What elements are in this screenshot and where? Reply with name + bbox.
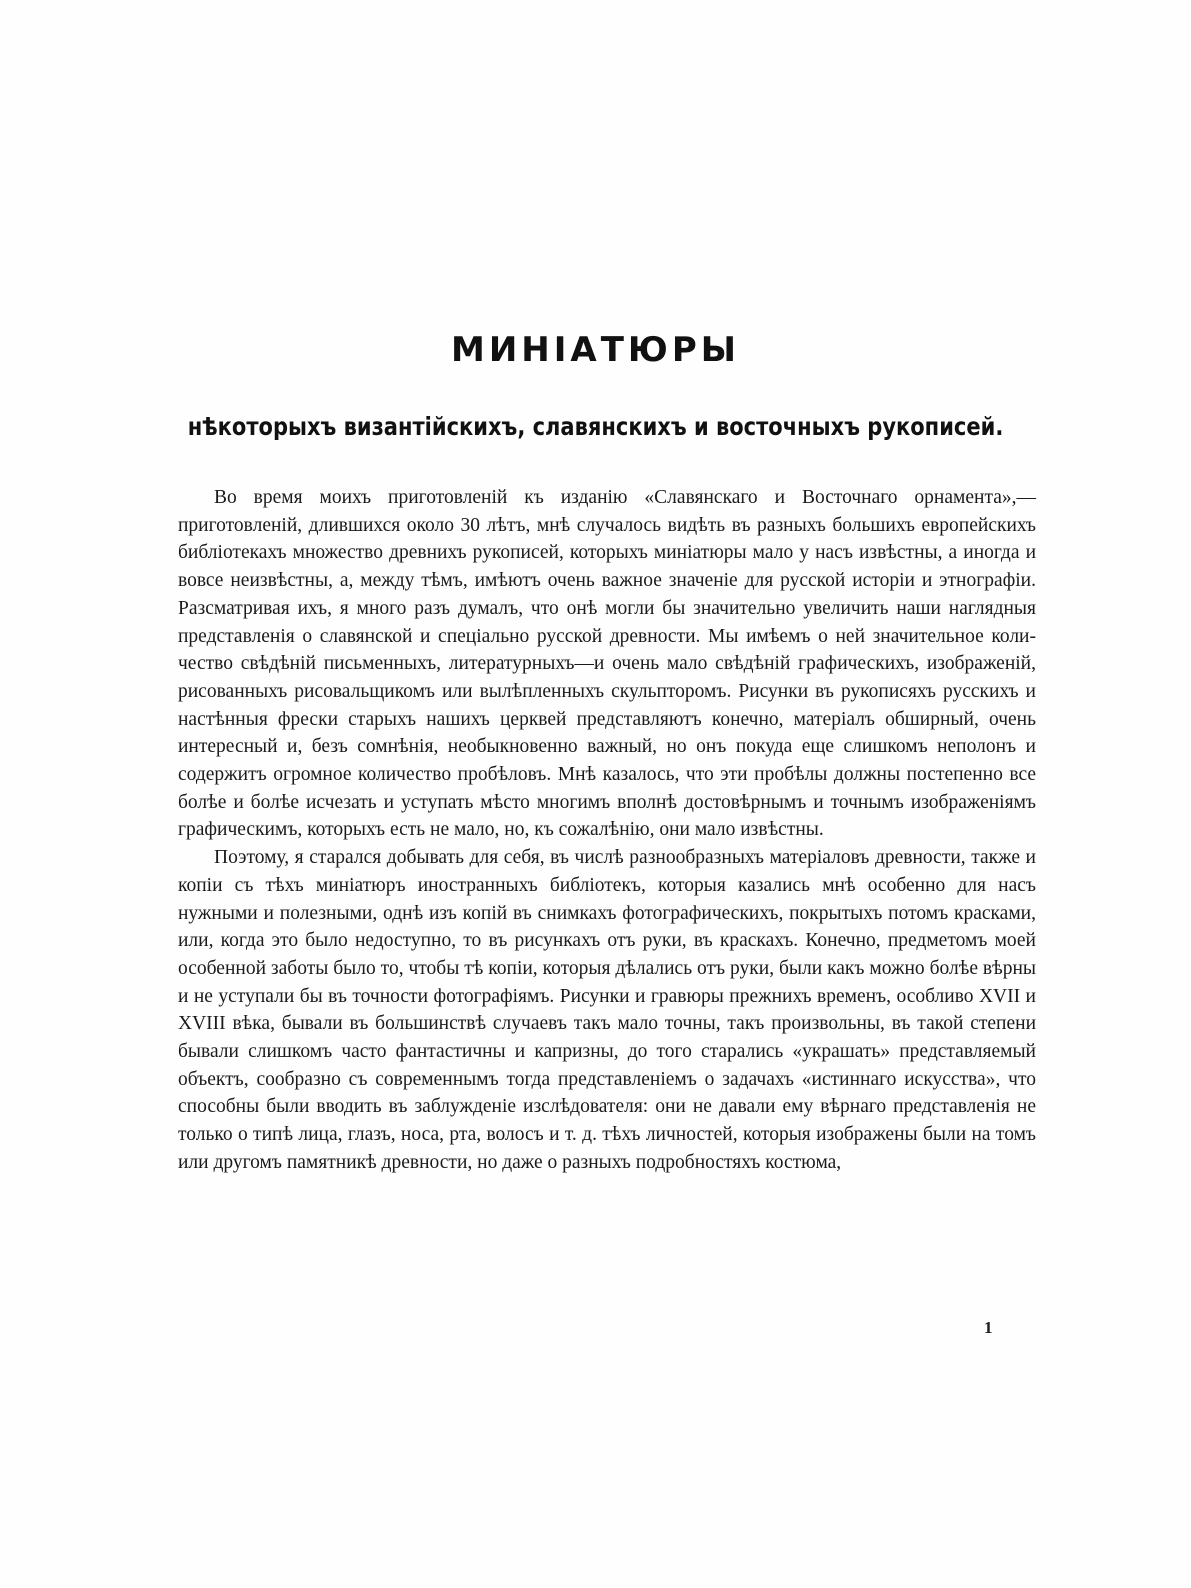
page-number: 1: [984, 1318, 993, 1337]
page-title: МИНІАТЮРЫ: [451, 330, 740, 370]
body-text: [178, 484, 1036, 1177]
page-subtitle: нѣкоторыхъ византійскихъ, славянскихъ и восточныхъ рукописей.: [187, 412, 1004, 441]
paragraph-2: Поэтому, я старался добывать для себя, въ числѣ разнообразныхъ матеріаловъ древности, также и копіи съ тѣхъ миніатюръ иностранныхъ библіотекъ, которыя казались мнѣ особенно для насъ нужными и полезными, однѣ изъ копій въ снимкахъ фотографическихъ, покрытыхъ потомъ красками, или, когда это было недоступно, то въ рисункахъ отъ руки, въ краскахъ. Конечно, предметомъ моей особенной заботы было то, чтобы тѣ копіи, которыя дѣлались отъ руки, были какъ можно болѣе вѣрны и не уступали бы въ точности фотографіямъ. Рисунки и гравюры прежнихъ временъ, особливо XVII и XVIII вѣка, бывали въ большинствѣ случаевъ такъ мало точны, такъ произвольны, въ такой степени бывали слишкомъ часто фантастичны и капризны, до того старались «украшать» представляемый объектъ, сообразно съ современнымъ тогда представленіемъ о задачахъ «истиннаго искусства», что способны были вводить въ заблужденіе изслѣдователя: они не давали ему вѣрнаго представленія не только о типѣ лица, глазъ, носа, рта, волосъ и т. д. тѣхъ личностей, которыя изображены были на томъ или другомъ памятникѣ древности, но даже о разныхъ подробностяхъ костюма,: [178, 847, 1036, 1173]
paragraph-1: Во время моихъ приготовленій къ изданію «Славянскаго и Восточнаго орнамента»,— приготовленій, длившихся около 30 лѣтъ, мнѣ случалось видѣть въ разныхъ большихъ европейскихъ библіотекахъ множество древнихъ рукописей, которыхъ миніатюры мало у насъ извѣстны, а иногда и вовсе неизвѣстны, а, между тѣмъ, имѣютъ очень важное значеніе для русской исторіи и этнографіи. Разсматривая ихъ, я много разъ думалъ, что онѣ могли бы значительно увеличить наши наглядныя представленія о славянской и спеціально русской древности. Мы имѣемъ о ней значительное количество свѣдѣній письменныхъ, литературныхъ—и очень мало свѣдѣній графическихъ, изображеній, рисованныхъ рисовальщикомъ или вылѣпленныхъ скульпторомъ. Рисунки въ рукописяхъ русскихъ и настѣнныя фрески старыхъ нашихъ церквей представляютъ конечно, матеріалъ обширный, очень интересный и, безъ сомнѣнія, необыкновенно важный, но онъ покуда еще слишкомъ неполонъ и содержитъ огромное количество пробѣловъ. Мнѣ казалось, что эти пробѣлы должны постепенно все болѣе и болѣе исчезать и уступать мѣсто многимъ вполнѣ достовѣрнымъ и точнымъ изображеніямъ графическимъ, которыхъ есть не мало, но, къ сожалѣнію, они мало извѣстны.: [178, 487, 1036, 841]
